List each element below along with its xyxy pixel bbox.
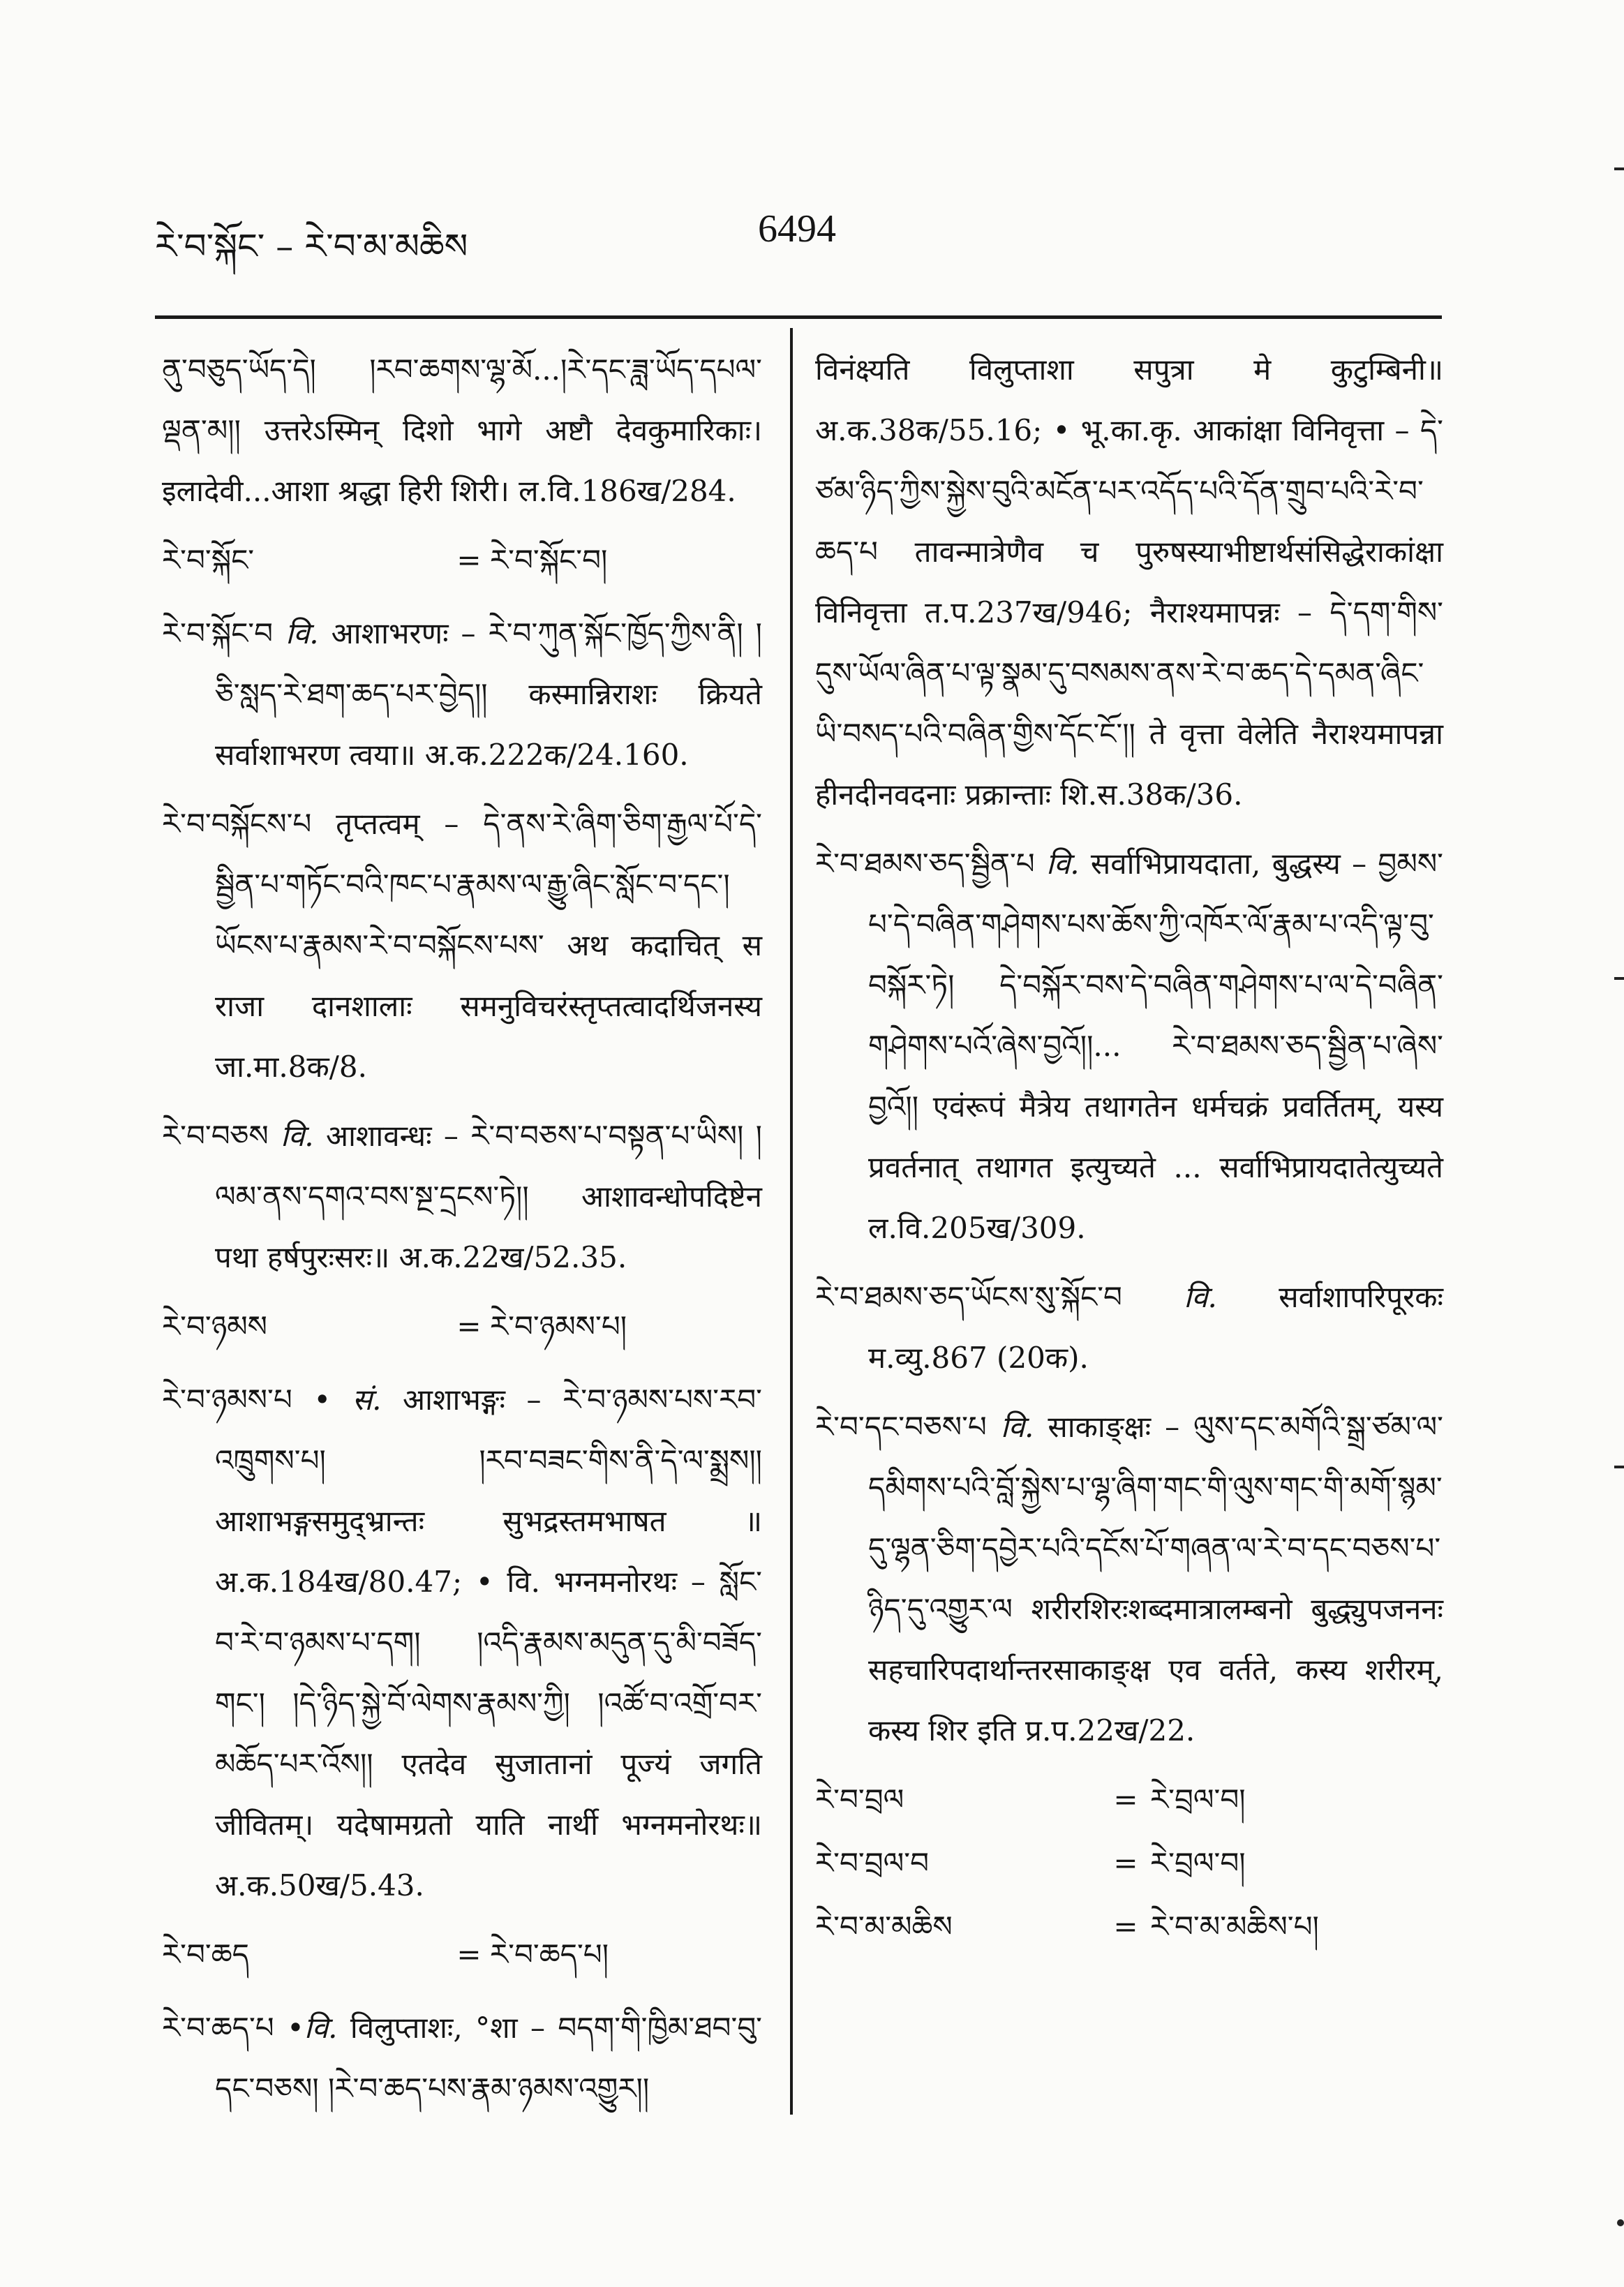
grammar-label: •वि. — [287, 2011, 338, 2045]
headword: རེ་བ་བྲལ་བ — [815, 1846, 930, 1880]
headword: རེ་བ་སྐོང་བ — [162, 616, 274, 650]
entry-body: सर्वाभिप्रायदाता, बुद्धस्य – བྱམས་པ་དེ་བཞིན་གཤེགས་པས་ཆོས་ཀྱི་འཁོར་ལོ་རྣམ་པ་འདི་ལྟ་བུ་བསྐོར་ཏེ། དེ་བསྐོར་བས་དེ་བཞིན་གཤེགས་པ་ལ་དེ་བཞིན་གཤེགས་པའོ་ཞེས་བྱའོ།།... རེ་བ་ཐམས་ཅད་སྦྱིན་པ་ཞེས་བྱའོ།། एवंरूपं मैत्रेय तथागतेन धर्मचक्रं प्रवर्तितम्, यस्य प्रवर्तनात् तथागत इत्युच्यते ... सर्वाभिप्रायदातेत्युच्यते ल.वि.205ख/309. — [868, 847, 1443, 1245]
equals-sign: = — [1113, 1782, 1138, 1817]
equals-sign: = — [1113, 1909, 1138, 1944]
grammar-label: वि. — [281, 1119, 314, 1153]
dictionary-entry — [815, 1396, 1443, 1761]
headword: རེ་བ་ཆད — [162, 1937, 249, 1972]
dictionary-entry — [162, 1105, 762, 1288]
equals-sign: = — [456, 1937, 482, 1972]
dictionary-entry — [162, 1369, 762, 1916]
margin-tick-mark — [1614, 977, 1624, 980]
column-divider — [790, 328, 793, 2115]
entry-continuation: विनंक्ष्यति विलुप्ताशा सपुत्रा मे कुटुम्बिनी॥ अ.क.38क/55.16; • भू.का.कृ. आकांक्षा विनिवृत्ता – དེ་ཙམ་ཉིད་ཀྱིས་སྐྱེས་བུའི་མངོན་པར་འདོད་པའི་དོན་གྲུབ་པའི་རེ་བ་ཆད་པ तावन्मात्रेणैव च पुरुषस्याभीष्टार्थसंसिद्धेराकांक्षा विनिवृत्ता त.प.237ख/946; नैराश्यमापन्नः – དེ་དག་གིས་དུས་ཡོལ་ཞིན་པ་ལྟ་སྣམ་དུ་བསམས་ནས་རེ་བ་ཆད་དེ་དམན་ཞིང་ཡི་བསད་པའི་བཞིན་གྱིས་དོང་ངོ་།། ते वृत्ता वेलेति नैराश्यमापन्ना हीनदीनवदनाः प्रक्रान्ताः शि.स.38क/36. — [815, 352, 1443, 812]
entry-body: सर्वाशापरिपूरकः म.व्यु.867 (20क). — [868, 1280, 1443, 1375]
margin-dot-mark — [1617, 2219, 1624, 2226]
margin-tick-mark — [1614, 1466, 1624, 1468]
headword: རེ་བ་ཉམས — [162, 1309, 268, 1343]
running-head: རེ་བ་སྐོང་ – རེ་བ་མ་མཆིས — [155, 226, 468, 267]
xref-target: རེ་བྲལ་བ། — [1150, 1846, 1246, 1880]
xref-target: རེ་བ་སྐོང་བ། — [490, 543, 608, 577]
xref-entry — [162, 530, 762, 590]
xref-target: རེ་བ་ཉམས་པ། — [490, 1309, 627, 1343]
xref-target: རེ་བ་ཆད་པ། — [490, 1937, 609, 1972]
entry-body: आशाभङ्गः – རེ་བ་ཉམས་པས་རབ་འཁྲུགས་པ། །རབ་བཟང་གིས་ནི་དེ་ལ་སྨྲས།། आशाभङ्गसमुद्भ्रान्तः सुभद्रस्तमभाषत ॥ अ.क.184ख/80.47; • वि. भग्नमनोरथः – སློང་བ་རེ་བ་ཉམས་པ་དག། །འདི་རྣམས་མདུན་དུ་མི་བཟོད་གང་། །དེ་ཉིད་སྐྱེ་བོ་ལེགས་རྣམས་ཀྱི། །འཚོ་བ་འགྲོ་བར་མཆོད་པར་འོས།། एतदेव सुजातानां पूज्यं जगति जीवितम्। यदेषामग्रतो याति नार्थी भग्नमनोरथः॥ अ.क.50ख/5.43. — [215, 1383, 762, 1902]
xref-entry — [162, 1296, 762, 1357]
dictionary-entry — [815, 833, 1443, 1258]
headword: རེ་བ་ཆད་པ — [162, 2011, 274, 2045]
headword: རེ་བ་ཉམས་པ — [162, 1383, 292, 1417]
xref-entry — [815, 1833, 1443, 1893]
headword: རེ་བ་ཐམས་ཅད་སྦྱིན་པ — [815, 847, 1035, 881]
left-column — [162, 339, 762, 2127]
headword: རེ་བ་སྐོང་ — [162, 543, 255, 577]
grammar-label: • सं. — [313, 1383, 382, 1417]
grammar-label: वि. — [1046, 847, 1080, 881]
grammar-label: वि. — [285, 616, 319, 650]
entry-body: तृप्तत्वम् – དེ་ནས་རེ་ཞིག་ཅིག་རྒྱལ་པོ་དེ་སྦྱིན་པ་གཏོང་བའི་ཁང་པ་རྣམས་ལ་རྒྱུ་ཞིང་སློང་བ་དང་། ཡོངས་པ་རྣམས་རེ་བ་བསྐོངས་པས་ अथ कदाचित् स राजा दानशालाः समनुविचरंस्तृप्तत्वादर्थिजनस्य जा.मा.8क/8. — [215, 807, 763, 1084]
xref-entry — [162, 1924, 762, 1985]
xref-target: རེ་བྲལ་བ། — [1150, 1782, 1246, 1817]
dictionary-entry — [162, 794, 762, 1097]
xref-target: རེ་བ་མ་མཆིས་པ། — [1150, 1909, 1319, 1944]
dictionary-entry — [162, 1997, 762, 2119]
equals-sign: = — [1113, 1846, 1138, 1880]
header-rule — [155, 315, 1442, 319]
margin-tick-mark — [1614, 167, 1624, 170]
entry-body: आशावन्धः – རེ་བ་བཅས་པ་བསྟན་པ་ཡིས། །ལམ་ནས་དགའ་བས་སྔ་དྲངས་ཏེ།། आशावन्धोपदिष्टेन पथा हर्षपुरःसरः॥ अ.क.22ख/52.35. — [215, 1119, 762, 1274]
page-number: 6494 — [758, 207, 836, 251]
headword: རེ་བ་མ་མཆིས — [815, 1909, 953, 1944]
xref-entry — [815, 1896, 1443, 1957]
xref-entry — [815, 1769, 1443, 1830]
headword: རེ་བ་དང་བཅས་པ — [815, 1410, 987, 1444]
right-column — [815, 339, 1443, 1960]
headword: རེ་བ་བསྐོངས་པ — [162, 807, 312, 841]
entry-body: विलुप्ताशः, °शा – བདག་གི་ཁྱིམ་ཐབ་བུ་དང་བཅས། །རེ་བ་ཆད་པས་རྣམ་ཉམས་འགྱུར།། — [215, 2011, 763, 2106]
headword: རེ་བ་བྲལ — [815, 1782, 904, 1817]
headword: རེ་བ་ཐམས་ཅད་ཡོངས་སུ་སྐོང་བ — [815, 1280, 1122, 1314]
entry-continuation: ནུ་བཅུད་ཡོད་དེ། །རབ་ཆགས་ལྷ་མོ...།རེ་དང་ཟླ་ཡོད་དཔལ་ལྡན་མ།། उत्तरेऽस्मिन् दिशो भागे अष्टौ देवकुमारिकाः। इलादेवी...आशा श्रद्धा हिरी शिरी। ल.वि.186ख/284. — [162, 352, 762, 508]
grammar-label: वि. — [1000, 1410, 1034, 1444]
entry-body: साकाङ्क्षः – ལུས་དང་མགོའི་སྒྲ་ཙམ་ལ་དམིགས་པའི་བློ་སྐྱེས་པ་ལྷ་ཞིག་གང་གི་ལུས་གང་གི་མགོ་སྙམ་དུ་ལྷན་ཅིག་དབྱེར་པའི་དངོས་པོ་གཞན་ལ་རེ་བ་དང་བཅས་པ་ཉིད་དུ་འགྱུར་ལ शरीरशिरःशब्दमात्रालम्बनो बुद्ध्युपजननः सहचारिपदार्थान्तरसाकाङ्क्ष एव वर्तते, कस्य शरीरम्, कस्य शिर इति प्र.प.22ख/22. — [868, 1410, 1443, 1748]
grammar-label: वि. — [1184, 1280, 1217, 1314]
dictionary-entry — [815, 1267, 1443, 1388]
dictionary-entry — [162, 603, 762, 785]
headword: རེ་བ་བཅས — [162, 1119, 269, 1153]
equals-sign: = — [456, 543, 482, 577]
entry-body: आशाभरणः – རེ་བ་ཀུན་སྐོང་ཁྱོད་ཀྱིས་ནི། །ཅི་སླད་རེ་ཐག་ཆད་པར་བྱེད།། कस्मान्निराशः क्रियते सर्वाशाभरण त्वया॥ अ.क.222क/24.160. — [215, 616, 762, 772]
equals-sign: = — [456, 1309, 482, 1343]
